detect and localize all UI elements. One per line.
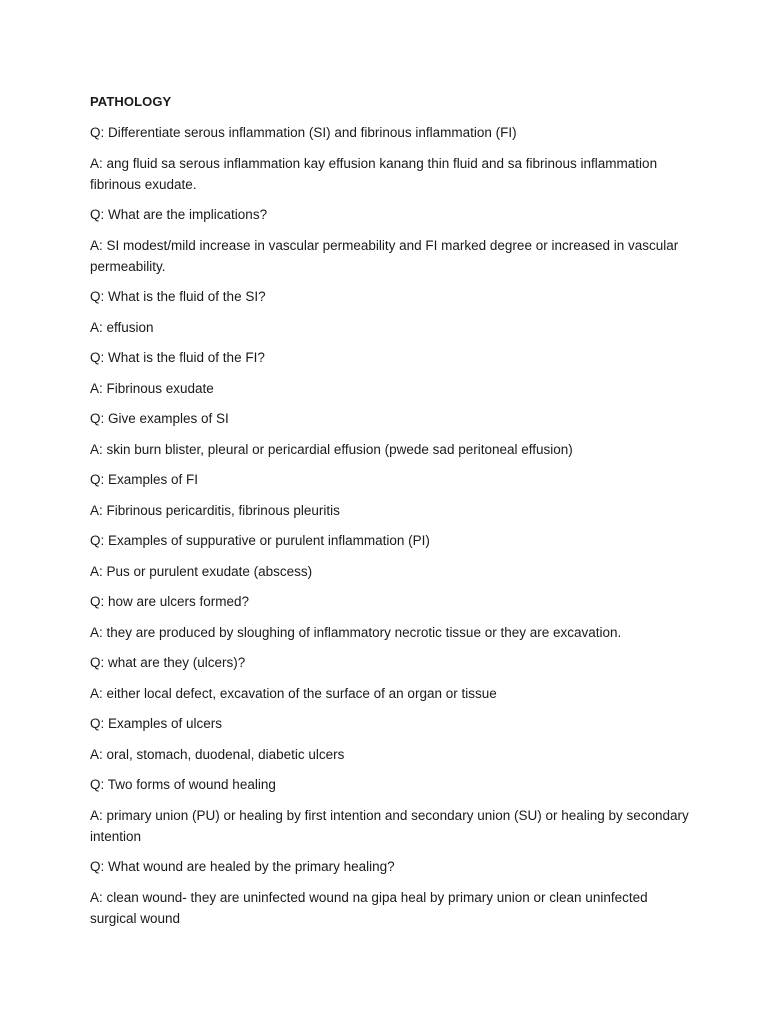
answer-1: A: ang fluid sa serous inflammation kay effusion kanang thin fluid and sa fibrinous inflammation fibrinous exudate. [90,155,658,192]
answer-6: A: Fibrinous pericarditis, fibrinous pleuritis [90,502,340,518]
answer-8: A: they are produced by sloughing of inflammatory necrotic tissue or they are excavation. [90,624,622,640]
answer-11: A: primary union (PU) or healing by first intention and secondary union (SU) or healing by secondary intention [90,807,689,844]
question-11: Q: Two forms of wound healing [90,777,276,792]
question-7: Q: Examples of suppurative or purulent inflammation (PI) [90,533,430,548]
question-5: Q: Give examples of SI [90,411,229,426]
answer-10: A: oral, stomach, duodenal, diabetic ulcers [90,746,345,762]
document-body [90,92,690,938]
question-8: Q: how are ulcers formed? [90,594,250,609]
question-3: Q: What is the fluid of the SI? [90,289,266,304]
answer-7: A: Pus or purulent exudate (abscess) [90,563,313,579]
question-4: Q: What is the fluid of the FI? [90,350,265,365]
question-6: Q: Examples of FI [90,472,199,487]
answer-5: A: skin burn blister, pleural or pericardial effusion (pwede sad peritoneal effusion) [90,441,573,457]
question-2: Q: What are the implications? [90,207,268,222]
question-12: Q: What wound are healed by the primary healing? [90,859,395,874]
document-title: PATHOLOGY [90,94,172,109]
question-9: Q: what are they (ulcers)? [90,655,246,670]
answer-2: A: SI modest/mild increase in vascular permeability and FI marked degree or increased in vascular permeability. [90,237,679,274]
question-1: Q: Differentiate serous inflammation (SI) and fibrinous inflammation (FI) [90,125,517,140]
question-10: Q: Examples of ulcers [90,716,223,731]
answer-3: A: effusion [90,319,154,335]
answer-12: A: clean wound- they are uninfected wound na gipa heal by primary union or clean uninfected surgical wound [90,889,648,926]
answer-9: A: either local defect, excavation of the surface of an organ or tissue [90,685,497,701]
answer-4: A: Fibrinous exudate [90,380,214,396]
